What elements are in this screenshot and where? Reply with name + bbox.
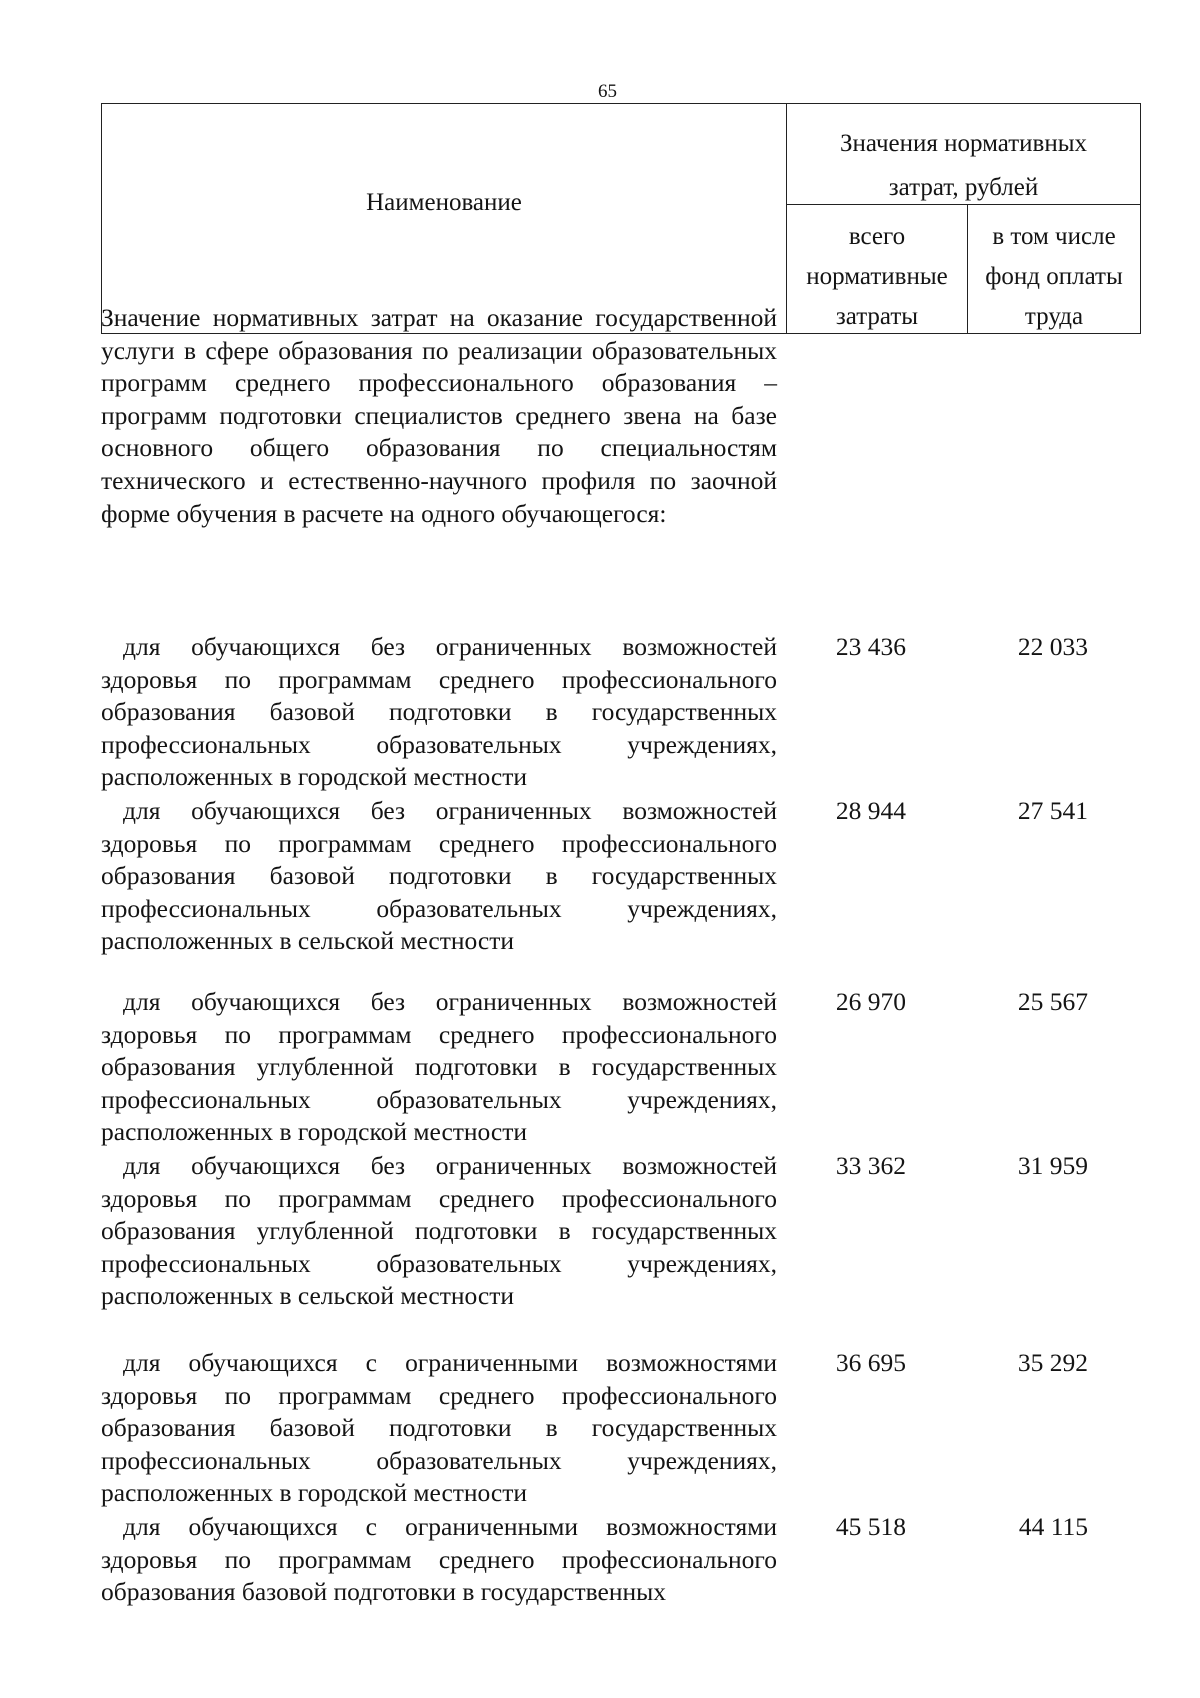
- header-values-label: [787, 104, 1140, 204]
- row-text-3-body: для обучающихся без ограниченных возможностей здоровья по программам среднего профессионального образования углубленной подготовки в государственных профессиональных образовательных учреждениях, расположенных в городской местности: [101, 987, 777, 1147]
- row-text-5-body: для обучающихся с ограниченными возможностями здоровья по программам среднего профессионального образования базовой подготовки в государственных профессиональных образовательных учреждениях, расположенных в городской местности: [101, 1348, 777, 1508]
- row-text-3: [101, 986, 777, 1149]
- header-values-cell: [787, 104, 1141, 205]
- row-text-2: [101, 795, 777, 958]
- header-total-line2: нормативные: [806, 263, 948, 290]
- header-fund-line1: в том числе: [992, 223, 1116, 250]
- header-total-line1: всего: [848, 223, 906, 250]
- row-text-1-body: для обучающихся без ограниченных возможностей здоровья по программам среднего профессионального образования базовой подготовки в государственных профессиональных образовательных учреждениях, расположенных в городской местности: [101, 632, 777, 792]
- row-fund-6: 44 115: [1018, 1512, 1088, 1541]
- header-name-label: Наименование: [366, 189, 522, 216]
- row-text-6: [101, 1511, 777, 1609]
- row-total-5: 36 695: [835, 1348, 906, 1377]
- header-fund-cell: [968, 205, 1141, 334]
- row-total-3: 26 970: [835, 987, 906, 1016]
- header-fund-label: [968, 205, 1140, 333]
- header-values-line1: Значения нормативных: [839, 130, 1088, 157]
- row-text-5: [101, 1347, 777, 1510]
- row-text-4-body: для обучающихся без ограниченных возможностей здоровья по программам среднего профессионального образования углубленной подготовки в государственных профессиональных образовательных учреждениях, расположенных в сельской местности: [101, 1151, 777, 1311]
- page-number: 65: [598, 81, 617, 102]
- header-total-cell: [787, 205, 968, 334]
- row-total-1: 23 436: [835, 632, 906, 661]
- row-fund-5: 35 292: [1017, 1348, 1088, 1377]
- row-text-2-body: для обучающихся без ограниченных возможностей здоровья по программам среднего профессионального образования базовой подготовки в государственных профессиональных образовательных учреждениях, расположенных в сельской местности: [101, 796, 777, 956]
- header-total-label: [787, 205, 967, 333]
- table-header: [101, 103, 1141, 334]
- header-fund-line2: фонд оплаты: [985, 263, 1123, 290]
- header-name-cell: [102, 104, 787, 334]
- header-total-line3: затраты: [835, 303, 919, 330]
- row-text-4: [101, 1150, 777, 1313]
- row-fund-3: 25 567: [1017, 987, 1088, 1016]
- row-fund-2: 27 541: [1017, 796, 1088, 825]
- section-title: Значение нормативных затрат на оказание государственной услуги в сфере образования по реализации образовательных программ среднего профессионального образования – программ подготовки специалистов среднего звена на базе основного общего образования по специальностям технического и естественно-научного профиля по заочной форме обучения в расчете на одного обучающегося:: [101, 303, 777, 528]
- header-fund-line3: труда: [1024, 303, 1084, 330]
- row-text-6-body: для обучающихся с ограниченными возможностями здоровья по программам среднего профессионального образования базовой подготовки в государственных: [101, 1512, 777, 1607]
- row-fund-4: 31 959: [1017, 1151, 1088, 1180]
- row-total-4: 33 362: [835, 1151, 906, 1180]
- header-values-line2: затрат, рублей: [888, 174, 1039, 201]
- row-text-1: [101, 631, 777, 794]
- row-total-2: 28 944: [835, 796, 906, 825]
- row-fund-1: 22 033: [1017, 632, 1088, 661]
- row-total-6: 45 518: [835, 1512, 906, 1541]
